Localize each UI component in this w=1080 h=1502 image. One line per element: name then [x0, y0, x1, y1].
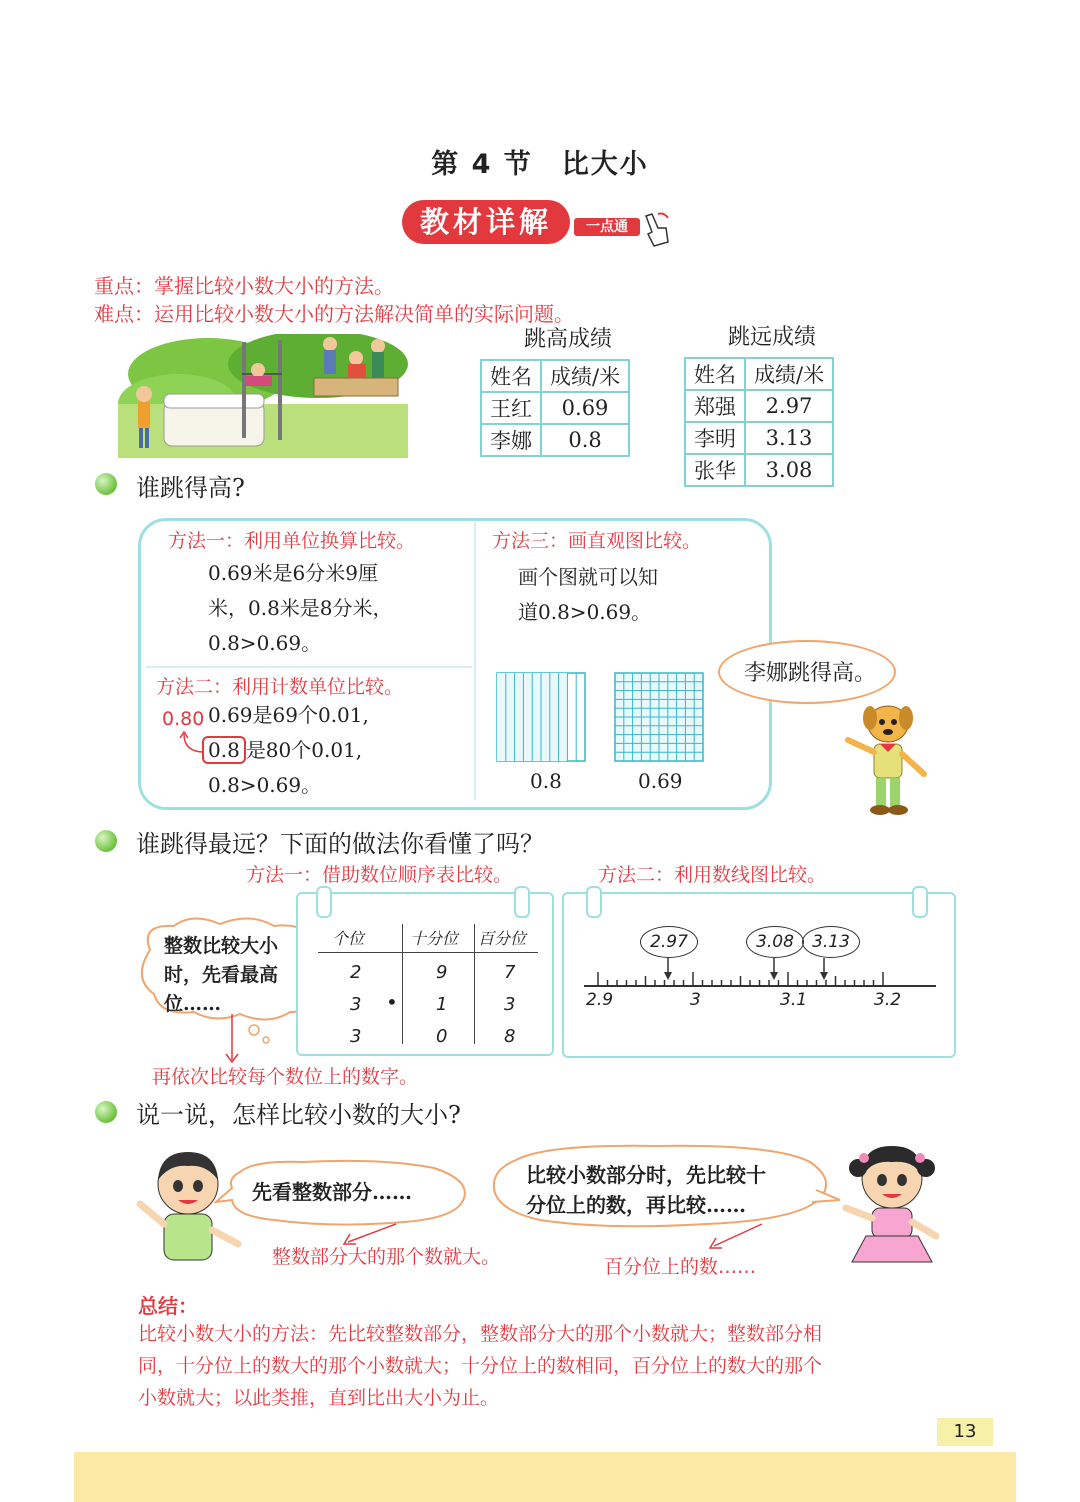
- table-cell: 李娜: [481, 424, 541, 456]
- q2-method-1-title: 方法一：借助数位顺序表比较。: [246, 864, 513, 886]
- high-jump-illustration: [118, 334, 408, 458]
- table-header: 姓名: [685, 358, 745, 390]
- panel-divider: [474, 522, 476, 800]
- place-cell: 3: [350, 1026, 362, 1047]
- place-header: 十分位: [410, 929, 459, 948]
- place-cell: 0: [436, 1026, 448, 1047]
- girl-speech-text: 比较小数部分时，先比较十 分位上的数，再比较……: [526, 1163, 766, 1217]
- method-2-title: 方法二：利用计数单位比较。: [156, 676, 404, 698]
- clip-icon: [912, 886, 928, 918]
- table-cell: 3.08: [745, 454, 833, 486]
- boxed-number: 0.8: [202, 736, 246, 764]
- table-cell: 0.69: [541, 392, 629, 424]
- arrow-icon: [222, 1012, 242, 1064]
- key-point-important: 重点：掌握比较小数大小的方法。: [94, 274, 394, 298]
- method-2-note: 0.80: [162, 708, 205, 730]
- summary-text: 比较小数大小的方法：先比较整数部分，整数部分大的那个小数就大；整数部分相 同，十分位上的数大的那个小数就大；十分位上的数相同，百分位上的数大的那个 小数就大；以此类推，直到比出大小为止。: [138, 1323, 823, 1409]
- place-cell: 7: [504, 962, 516, 983]
- number-line-label: 3: [690, 990, 701, 1010]
- table-header-row: [685, 358, 833, 390]
- place-note: 再依次比较每个数位上的数字。: [152, 1066, 419, 1088]
- question-2: 谁跳得最远？下面的做法你看懂了吗？: [136, 830, 544, 858]
- table-rule: [402, 924, 403, 1044]
- table-header-row: [481, 360, 629, 392]
- clip-icon: [316, 886, 332, 918]
- page-number: 13: [937, 1418, 993, 1446]
- table-cell: 郑强: [685, 390, 745, 422]
- banner-main: 教材详解: [402, 200, 570, 244]
- girl-illustration: [836, 1138, 946, 1274]
- method-1-text: 0.69米是6分米9厘 米，0.8米是8分米， 0.8>0.69。: [208, 561, 393, 655]
- place-cell: 3: [504, 994, 516, 1015]
- summary-title: 总结：: [138, 1294, 198, 1318]
- method-3-title: 方法三：画直观图比较。: [492, 530, 702, 552]
- high-jump-caption: 跳高成绩: [523, 327, 612, 352]
- table-header: 姓名: [481, 360, 541, 392]
- marker-bubble: 3.13: [802, 926, 860, 958]
- marker-arrows: [660, 956, 840, 984]
- marker-bubble: 3.08: [746, 926, 804, 958]
- table-cell: 2.97: [745, 390, 833, 422]
- decimal-point: •: [386, 990, 398, 1014]
- table-cell: 3.13: [745, 422, 833, 454]
- clip-icon: [586, 886, 602, 918]
- key-point-difficult: 难点：运用比较小数大小的方法解决简单的实际问题。: [94, 302, 574, 326]
- table-cell: 王红: [481, 392, 541, 424]
- grid-0-8: [496, 672, 590, 764]
- green-bullet-icon: [95, 830, 117, 852]
- method-3-text: 画个图就可以知 道0.8>0.69。: [518, 565, 658, 624]
- place-cell: 3: [350, 994, 362, 1015]
- place-cell: 1: [436, 994, 448, 1015]
- panel-divider: [146, 666, 472, 668]
- question-3: 说一说，怎样比较小数的大小?: [136, 1101, 461, 1129]
- method-1-title: 方法一：利用单位换算比较。: [168, 530, 416, 552]
- footer-band: [74, 1452, 1016, 1502]
- place-header: 百分位: [478, 929, 527, 948]
- place-header: 个位: [332, 929, 365, 948]
- grid-label-0-69: 0.69: [638, 769, 683, 793]
- table-header: 成绩/米: [541, 360, 629, 392]
- dog-mascot-illustration: [840, 696, 936, 822]
- banner-sub: 一点通: [574, 218, 640, 236]
- table-row: [685, 422, 833, 454]
- number-line-label: 3.2: [874, 990, 902, 1010]
- number-line-label: 2.9: [586, 990, 614, 1010]
- place-cell: 8: [504, 1026, 516, 1047]
- grid-0-69: [614, 672, 708, 764]
- table-cell: 李明: [685, 422, 745, 454]
- place-cell: 9: [436, 962, 448, 983]
- table-cell: 张华: [685, 454, 745, 486]
- table-header: 成绩/米: [745, 358, 833, 390]
- question-1: 谁跳得高?: [136, 474, 245, 502]
- grid-label-0-8: 0.8: [530, 769, 562, 793]
- clip-icon: [514, 886, 530, 918]
- place-cell: 2: [350, 962, 362, 983]
- green-bullet-icon: [95, 1101, 117, 1123]
- table-rule: [318, 952, 538, 953]
- pointing-hand-icon: [638, 210, 674, 250]
- arrow-icon: [178, 730, 208, 756]
- table-row: [685, 454, 833, 486]
- table-cell: 0.8: [541, 424, 629, 456]
- textbook-banner: [402, 196, 672, 252]
- boy-note: 整数部分大的那个数就大。: [272, 1246, 501, 1268]
- boy-speech-text: 先看整数部分……: [252, 1180, 412, 1204]
- number-line-label: 3.1: [780, 990, 808, 1010]
- mascot-speech-text: 李娜跳得高。: [744, 661, 877, 686]
- arrow-icon: [706, 1222, 766, 1252]
- table-row: [481, 392, 629, 424]
- long-jump-caption: 跳远成绩: [727, 325, 816, 350]
- high-jump-table: [480, 359, 630, 457]
- method-2-text: 0.69是69个0.01, 0.8 是80个0.01, 0.8>0.69。: [208, 698, 369, 803]
- table-row: [481, 424, 629, 456]
- long-jump-table: [684, 357, 834, 487]
- table-row: [685, 390, 833, 422]
- green-bullet-icon: [95, 473, 117, 495]
- section-title: 第 4 节 比大小: [431, 149, 649, 180]
- q2-method-2-title: 方法二：利用数线图比较。: [598, 864, 827, 886]
- thought-bubble-text: 整数比较大小 时，先看最高 位……: [164, 935, 279, 1015]
- table-rule: [474, 924, 475, 1044]
- marker-bubble: 2.97: [640, 926, 698, 958]
- girl-note: 百分位上的数……: [604, 1256, 757, 1278]
